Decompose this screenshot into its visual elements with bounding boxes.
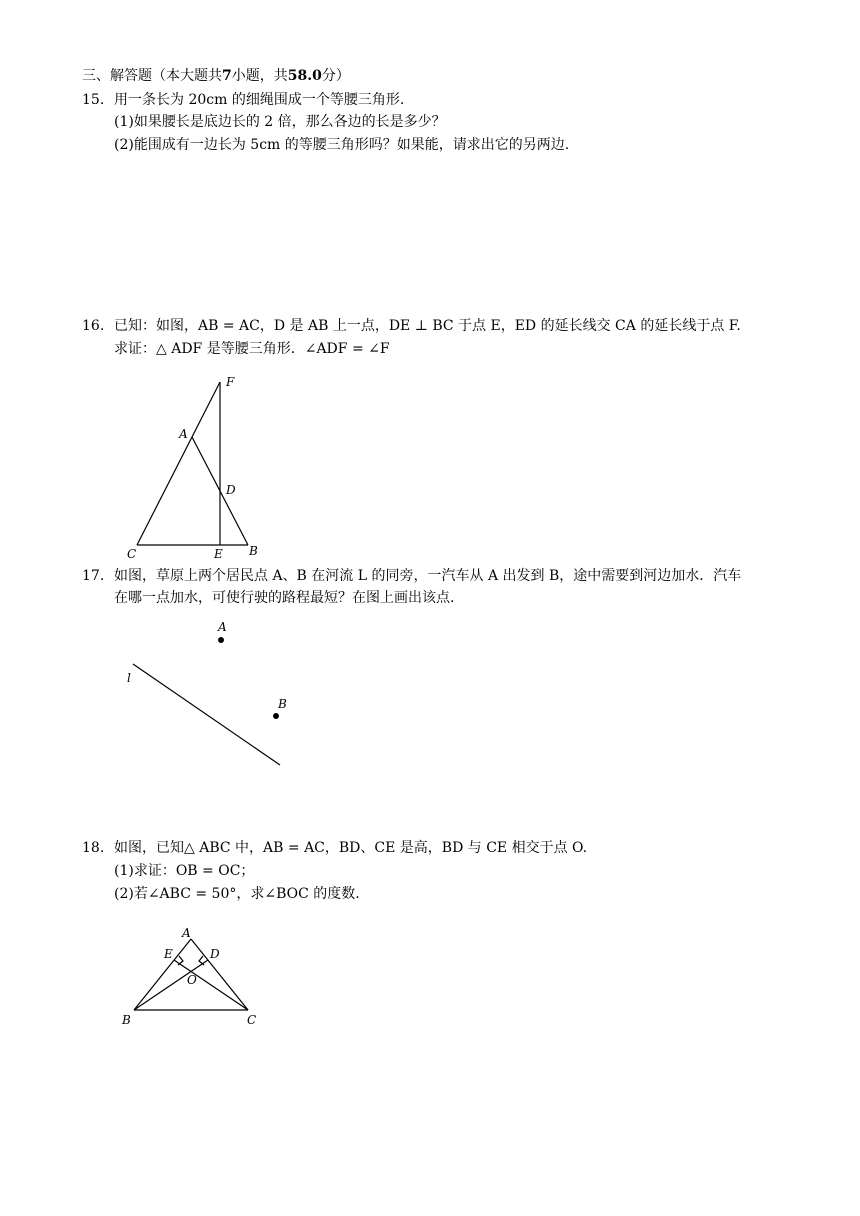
right-angle-mark-D bbox=[199, 956, 204, 965]
problem-subquestion: (1)如果腰长是底边长的 2 倍，那么各边的长是多少？ bbox=[114, 114, 446, 130]
right-angle-mark-E bbox=[178, 956, 183, 965]
problem-text: 在哪一点加水，可使行驶的路程最短？在图上画出该点. bbox=[114, 590, 455, 606]
section-prefix: 三、解答题（本大题共 bbox=[82, 68, 222, 84]
problem-text: 用一条长为 20cm 的细绳围成一个等腰三角形. bbox=[114, 92, 405, 108]
problem-text: 已知：如图，AB = AC，D 是 AB 上一点，DE ⊥ BC 于点 E，ED 的延长线交 CA 的延长线于点 F. bbox=[114, 318, 741, 334]
label-B: B bbox=[122, 1013, 131, 1027]
section-mid: 小题，共 bbox=[231, 68, 288, 84]
section-score: 58.0 bbox=[287, 68, 322, 84]
label-A: A bbox=[218, 620, 227, 634]
label-C: C bbox=[247, 1013, 257, 1027]
label-A: A bbox=[179, 427, 188, 441]
problem-subquestion: (2)能围成有一边长为 5cm 的等腰三角形吗？如果能，请求出它的另两边. bbox=[114, 137, 570, 153]
label-D: D bbox=[210, 947, 220, 961]
section-suffix: 分） bbox=[321, 68, 350, 84]
label-l: l bbox=[127, 671, 131, 685]
problem-text: 如图，草原上两个居民点 A、B 在河流 L 的同旁，一汽车从 A 出发到 B，途中需要到河边加水．汽车 bbox=[114, 568, 742, 584]
label-C: C bbox=[127, 547, 137, 561]
segment-BD bbox=[134, 960, 208, 1010]
segment-AB bbox=[134, 939, 191, 1010]
problem-number: 17. bbox=[82, 568, 105, 584]
section-count: 7 bbox=[222, 68, 232, 84]
label-O: O bbox=[187, 973, 197, 987]
label-E: E bbox=[214, 547, 223, 561]
problem-subquestion: (2)若∠ABC = 50°，求∠BOC 的度数. bbox=[114, 886, 360, 902]
label-F: F bbox=[226, 375, 235, 389]
problem-number: 15. bbox=[82, 92, 105, 108]
segment-CE bbox=[174, 960, 248, 1010]
label-D: D bbox=[226, 483, 236, 497]
label-B: B bbox=[278, 697, 287, 711]
problem-number: 18. bbox=[82, 840, 105, 856]
problem-number: 16. bbox=[82, 318, 105, 334]
problem-subquestion: (1)求证：OB = OC； bbox=[114, 863, 255, 879]
label-A: A bbox=[182, 926, 191, 940]
problem-text: 如图，已知△ ABC 中，AB = AC，BD、CE 是高，BD 与 CE 相交于点 O. bbox=[114, 840, 588, 856]
label-B: B bbox=[249, 544, 258, 558]
label-E: E bbox=[164, 947, 173, 961]
problem-text: 求证：△ ADF 是等腰三角形．∠ADF = ∠F bbox=[114, 341, 390, 357]
